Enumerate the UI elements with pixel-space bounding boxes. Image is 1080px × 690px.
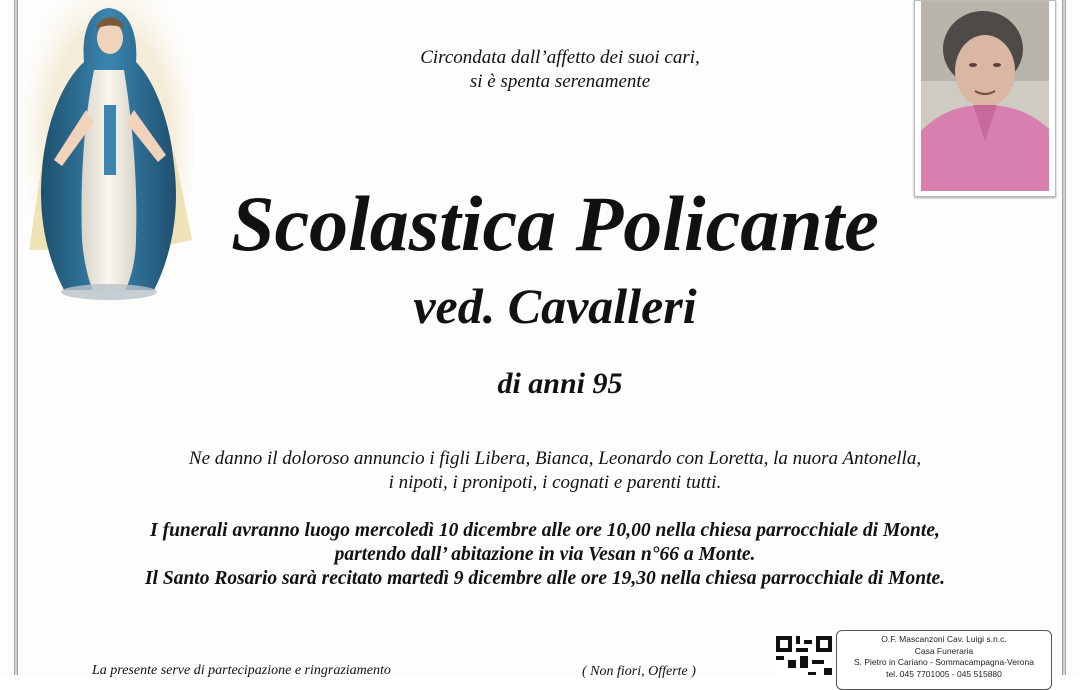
right-border <box>1062 0 1066 675</box>
funeral-agency-box <box>836 630 1052 690</box>
intro-line-2: si è spenta serenamente <box>469 71 651 92</box>
intro-text <box>300 46 820 94</box>
deceased-name: Scolastica Policante <box>231 180 879 267</box>
funeral-line-3: Il Santo Rosario sarà recitato martedì 9 dicembre alle ore 19,30 nella chiesa parrocchiale di Monte. <box>144 568 946 589</box>
agency-phone: tel. 045 7701005 - 045 515880 <box>886 668 1002 679</box>
announcement-line-2: i nipoti, i pronipoti, i cognati e parenti tutti. <box>388 472 722 493</box>
agency-locations: S. Pietro in Cariano - Sommacampagna-Verona <box>853 657 1034 667</box>
no-flowers-text: ( Non fiori, Offerte ) <box>582 664 696 679</box>
qr-code-icon[interactable] <box>776 636 832 675</box>
funeral-details <box>40 519 1050 591</box>
agency-name: O.F. Mascanzoni Cav. Luigi s.n.c. <box>881 634 1007 644</box>
agency-type: Casa Funeraria <box>914 645 974 656</box>
funeral-line-2: partendo dall’ abitazione in via Vesan n°66 a Monte. <box>334 544 756 565</box>
participation-text: La presente serve di partecipazione e ringraziamento <box>92 663 391 678</box>
left-border <box>14 0 18 675</box>
funeral-line-1: I funerali avranno luogo mercoledì 10 dicembre alle ore 10,00 nella chiesa parrocchiale di Monte, <box>150 520 940 541</box>
deceased-portrait-photo <box>914 0 1056 197</box>
announcement-text <box>60 447 1050 495</box>
age-text: di anni 95 <box>497 367 623 400</box>
widow-of-name: ved. Cavalleri <box>413 278 697 334</box>
announcement-line-1: Ne danno il doloroso annuncio i figli Libera, Bianca, Leonardo con Loretta, la nuora Antonella, <box>188 448 922 469</box>
intro-line-1: Circondata dall’affetto dei suoi cari, <box>420 47 700 68</box>
